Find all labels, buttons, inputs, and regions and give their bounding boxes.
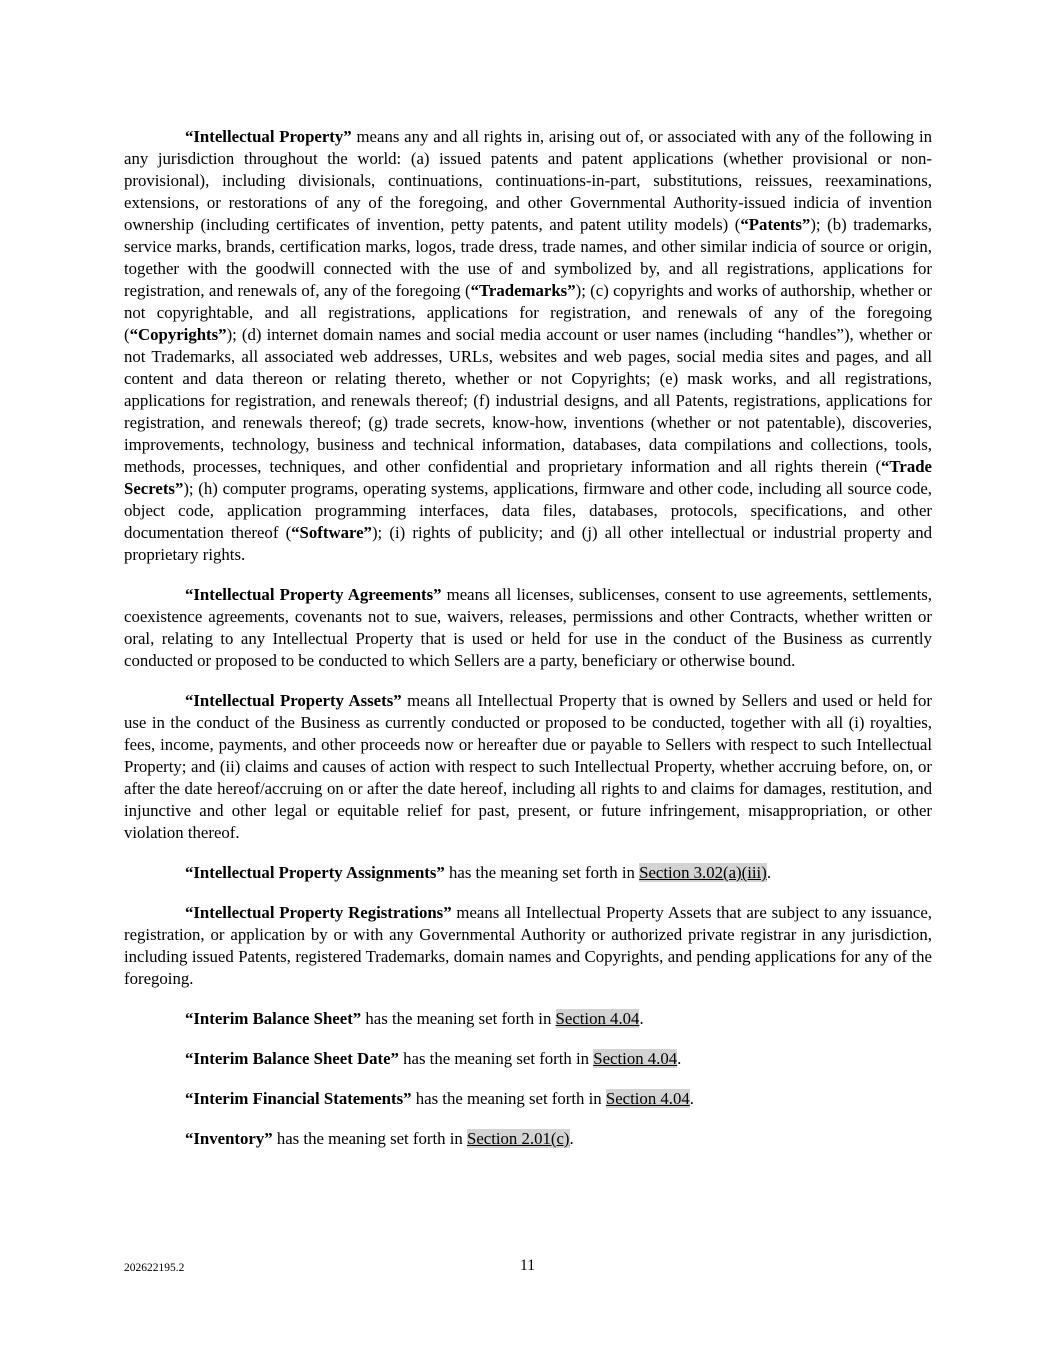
paragraph <box>124 126 932 566</box>
text-run: means all licenses, sublicenses, consent to use agreements, settlements, coexistence agreements, covenants not to sue, waivers, releases, permissions and other Contracts, whether written or oral, relating to any Intellectual Property that is used or held for use in the conduct of the Business as currently conducted or proposed to be conducted to which Sellers are a party, beneficiary or otherwise bound. <box>124 585 932 670</box>
text-run: has the meaning set forth in <box>272 1129 467 1148</box>
paragraph <box>124 902 932 990</box>
section-reference-link[interactable]: Section 3.02(a)(iii) <box>639 863 767 882</box>
text-run: ); (c) copyrights and works of authorship, whether or not copyrightable, and all registrations, applications for registration, and renewals of any of the foregoing ( <box>124 281 932 344</box>
defined-term: “Intellectual Property Agreements” <box>185 585 442 604</box>
text-run: . <box>677 1049 682 1068</box>
defined-term: “Copyrights” <box>129 325 227 344</box>
defined-term: “Intellectual Property Registrations” <box>185 903 452 922</box>
defined-term: “Intellectual Property Assets” <box>185 691 402 710</box>
defined-term: “Inventory” <box>185 1129 273 1148</box>
defined-term: “Patents” <box>740 215 811 234</box>
defined-term: “Intellectual Property” <box>185 127 352 146</box>
footer-document-number: 202622195.2 <box>124 1262 185 1274</box>
paragraph <box>124 1048 932 1070</box>
defined-term: “Software” <box>291 523 372 542</box>
text-run: has the meaning set forth in <box>398 1049 594 1068</box>
text-run: means any and all rights in, arising out of, or associated with any of the following in any jurisdiction throughout the world: (a) issued patents and patent applications (whether provisional or non-provisional), including divisionals, continuations, continuations-in-part, substitutions, reissues, reexaminations, extensions, or restorations of any of the foregoing, and other Governmental Authority-issued indicia of invention ownership (including certificates of invention, petty patents, and patent utility models) ( <box>124 127 932 234</box>
defined-term: “Trademarks” <box>470 281 576 300</box>
paragraph <box>124 1008 932 1030</box>
text-run: ); (h) computer programs, operating systems, applications, firmware and other code, including all source code, object code, application programming interfaces, data files, databases, protocols, specifications, and other documentation thereof ( <box>124 479 932 542</box>
paragraph <box>124 690 932 844</box>
defined-term: “Intellectual Property Assignments” <box>185 863 445 882</box>
section-reference-link[interactable]: Section 4.04 <box>605 1089 690 1108</box>
text-run: . <box>569 1129 574 1148</box>
text-run: . <box>639 1009 644 1028</box>
text-run: means all Intellectual Property that is owned by Sellers and used or held for use in the conduct of the Business as currently conducted or proposed to be conducted, together with all (i) royalties, fees, income, payments, and other proceeds now or hereafter due or payable to Sellers with respect to such Intellectual Property; and (ii) claims and causes of action with respect to such Intellectual Property, whether accruing before, on, or after the date hereof/accruing on or after the date hereof, including all rights to and claims for damages, restitution, and injunctive and other legal or equitable relief for past, present, or future infringement, misappropriation, or other violation thereof. <box>124 691 932 842</box>
paragraph <box>124 584 932 672</box>
text-run: means all Intellectual Property Assets that are subject to any issuance, registration, or application by or with any Governmental Authority or authorized private registrar in any jurisdiction, including issued Patents, registered Trademarks, domain names and Copyrights, and pending applications for any of the foregoing. <box>124 903 932 988</box>
footer-page-number: 11 <box>520 1257 535 1274</box>
text-run: . <box>766 863 772 882</box>
text-run: has the meaning set forth in <box>361 1009 556 1028</box>
defined-term: “Interim Financial Statements” <box>185 1089 412 1108</box>
text-run: has the meaning set forth in <box>444 863 640 882</box>
defined-term: “Interim Balance Sheet Date” <box>185 1049 399 1068</box>
section-reference-link[interactable]: Section 4.04 <box>555 1009 640 1028</box>
text-run: ); (d) internet domain names and social media account or user names (including “handles”), whether or not Trademarks, all associated web addresses, URLs, websites and web pages, social media sites and pages, and all content and data thereon or relating thereto, whether or not Copyrights; (e) mask works, and all registrations, applications for registration, and renewals thereof; (f) industrial designs, and all Patents, registrations, applications for registration, and renewals thereof; (g) trade secrets, know-how, inventions (whether or not patentable), discoveries, improvements, technology, business and technical information, databases, data compilations and collections, tools, methods, processes, techniques, and other confidential and proprietary information and all rights therein ( <box>124 325 932 476</box>
text-run: . <box>689 1089 694 1108</box>
section-reference-link[interactable]: Section 4.04 <box>593 1049 678 1068</box>
paragraph <box>124 862 932 884</box>
paragraph <box>124 1088 932 1110</box>
text-run: ); (b) trademarks, service marks, brands, certification marks, logos, trade dress, trade names, and other similar indicia of source or origin, together with the goodwill connected with the use of and symbolized by, and all registrations, applications for registration, and renewals of, any of the foregoing ( <box>124 215 932 300</box>
paragraph <box>124 1128 932 1150</box>
defined-term: “Interim Balance Sheet” <box>185 1009 362 1028</box>
text-run: has the meaning set forth in <box>411 1089 606 1108</box>
text-run: ); (i) rights of publicity; and (j) all other intellectual or industrial property and proprietary rights. <box>124 523 932 564</box>
defined-term: “Trade Secrets” <box>124 457 932 498</box>
document-body <box>124 126 932 1168</box>
section-reference-link[interactable]: Section 2.01(c) <box>466 1129 570 1148</box>
